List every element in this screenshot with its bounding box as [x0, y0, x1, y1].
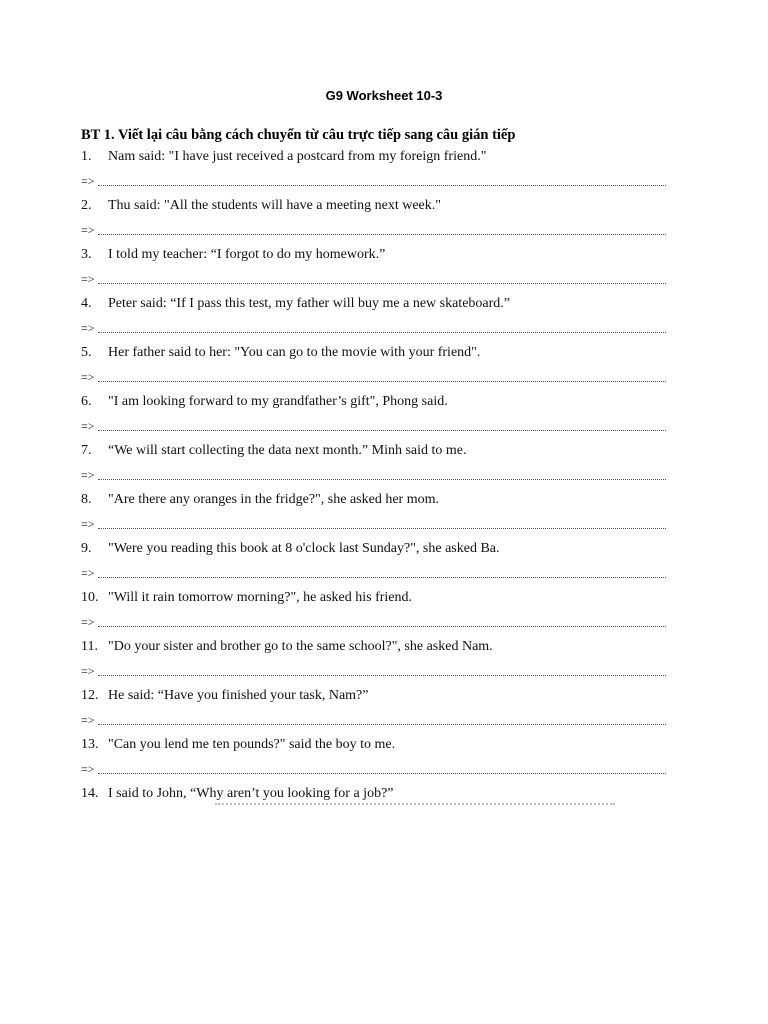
answer-blank[interactable] [98, 377, 666, 382]
question-text: "Will it rain tomorrow morning?", he asked his friend. [108, 590, 413, 605]
question-text: Thu said: "All the students will have a meeting next week." [108, 198, 441, 213]
answer-blank[interactable] [98, 573, 666, 578]
question-item [81, 735, 666, 784]
question-number: 14. [81, 786, 99, 801]
answer-line[interactable] [81, 711, 666, 729]
question-item [81, 588, 666, 637]
question-number: 3. [81, 247, 92, 262]
question-number: 13. [81, 737, 99, 752]
question-number: 8. [81, 492, 92, 507]
answer-prefix: => [81, 174, 95, 188]
answer-prefix: => [81, 762, 95, 776]
answer-line[interactable] [81, 172, 666, 190]
question-number: 1. [81, 149, 92, 164]
answer-blank[interactable] [98, 328, 666, 333]
answer-blank[interactable] [98, 720, 666, 725]
answer-line[interactable] [81, 319, 666, 337]
question-text: "Were you reading this book at 8 o'clock last Sunday?", she asked Ba. [108, 541, 500, 556]
question-item [81, 392, 666, 441]
answer-line[interactable] [81, 515, 666, 533]
question-item [81, 196, 666, 245]
answer-line[interactable] [81, 564, 666, 582]
answer-prefix: => [81, 713, 95, 727]
question-text: Peter said: “If I pass this test, my father will buy me a new skateboard.” [108, 296, 510, 311]
question-number: 10. [81, 590, 99, 605]
page-title: G9 Worksheet 10-3 [325, 88, 443, 103]
answer-line[interactable] [81, 760, 666, 778]
question-item [81, 245, 666, 294]
answer-prefix: => [81, 566, 95, 580]
answer-blank[interactable] [98, 671, 666, 676]
question-item [81, 441, 666, 490]
answer-line[interactable] [81, 466, 666, 484]
question-item [81, 490, 666, 539]
answer-blank[interactable] [98, 279, 666, 284]
answer-line[interactable] [81, 221, 666, 239]
answer-line[interactable] [81, 270, 666, 288]
question-text: Her father said to her: "You can go to the movie with your friend". [108, 345, 481, 360]
question-number: 7. [81, 443, 92, 458]
answer-prefix: => [81, 615, 95, 629]
answer-line[interactable] [81, 368, 666, 386]
question-number: 6. [81, 394, 92, 409]
question-number: 9. [81, 541, 92, 556]
question-text: Nam said: "I have just received a postcard from my foreign friend." [108, 149, 487, 164]
answer-line[interactable] [81, 417, 666, 435]
answer-prefix: => [81, 370, 95, 384]
question-item [81, 294, 666, 343]
question-text: "Do your sister and brother go to the same school?", she asked Nam. [108, 639, 493, 654]
question-number: 12. [81, 688, 99, 703]
answer-blank[interactable] [98, 426, 666, 431]
question-list [81, 147, 666, 833]
question-number: 2. [81, 198, 92, 213]
question-item [81, 343, 666, 392]
question-number: 11. [81, 639, 98, 654]
answer-blank[interactable] [98, 181, 666, 186]
question-item [81, 637, 666, 686]
answer-prefix: => [81, 223, 95, 237]
answer-line[interactable] [81, 613, 666, 631]
cut-off-divider [215, 803, 615, 811]
answer-blank[interactable] [98, 475, 666, 480]
answer-blank[interactable] [98, 622, 666, 627]
answer-blank[interactable] [98, 524, 666, 529]
question-text: “We will start collecting the data next month.” Minh said to me. [108, 443, 467, 458]
question-text: I told my teacher: “I forgot to do my homework.” [108, 247, 386, 262]
question-text: "Can you lend me ten pounds?" said the boy to me. [108, 737, 396, 752]
answer-prefix: => [81, 664, 95, 678]
answer-prefix: => [81, 468, 95, 482]
question-item [81, 539, 666, 588]
question-item [81, 686, 666, 735]
question-text: "I am looking forward to my grandfather’s gift", Phong said. [108, 394, 448, 409]
question-number: 4. [81, 296, 92, 311]
answer-prefix: => [81, 321, 95, 335]
answer-blank[interactable] [98, 769, 666, 774]
answer-prefix: => [81, 272, 95, 286]
question-text: I said to John, “Why aren’t you looking for a job?” [108, 786, 394, 801]
question-text: He said: “Have you finished your task, Nam?” [108, 688, 369, 703]
question-item [81, 147, 666, 196]
question-text: "Are there any oranges in the fridge?", she asked her mom. [108, 492, 439, 507]
question-number: 5. [81, 345, 92, 360]
answer-blank[interactable] [98, 230, 666, 235]
answer-line[interactable] [81, 662, 666, 680]
answer-prefix: => [81, 517, 95, 531]
answer-prefix: => [81, 419, 95, 433]
exercise-heading: BT 1. Viết lại câu bằng cách chuyển từ câu trực tiếp sang câu gián tiếp [81, 127, 516, 143]
